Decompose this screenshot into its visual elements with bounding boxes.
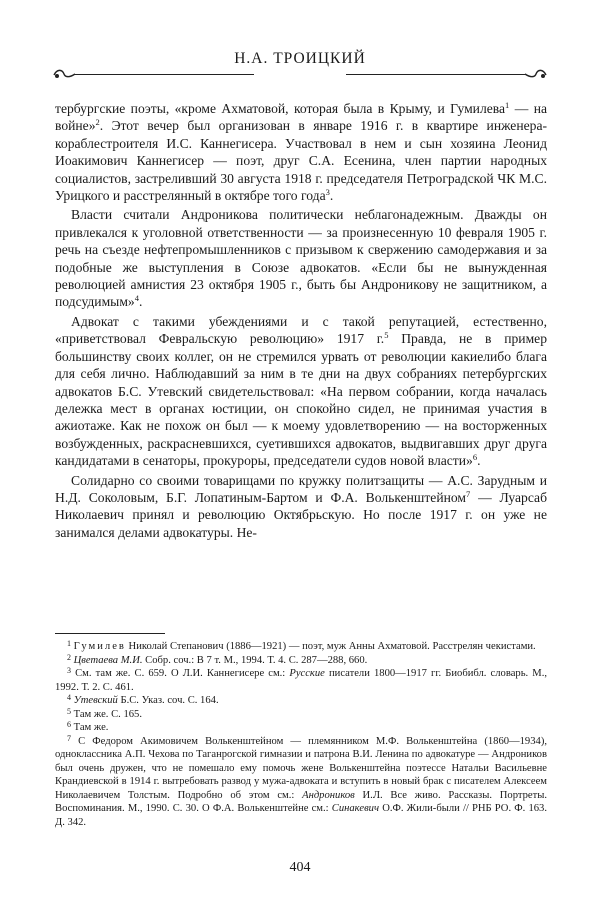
paragraph — [55, 472, 547, 542]
footnote-number: 6 — [67, 720, 71, 729]
text-run: О.Ф. Жили-были // РНБ РО. Ф. 163. Д. 342. — [55, 803, 547, 828]
page-number: 404 — [289, 860, 311, 875]
text-run: — Луарсаб Николаевич принял и революцию Октябрьскую. Но после 1917 г. он уже не занимался делами адвокатуры. Не- — [55, 489, 547, 540]
header-rule-left — [74, 74, 254, 75]
footnote-ref: 3 — [325, 187, 330, 198]
footnote-ref: 6 — [472, 452, 478, 463]
footnote — [55, 667, 547, 694]
paragraph — [55, 313, 547, 470]
text-run: Адвокат с такими убеждениями и с такой репутацией, естественно, «приветствовал Февральскую революцию» 1917 г. — [55, 313, 547, 347]
footnote-number: 2 — [67, 652, 71, 662]
text-run: Правда, не в пример большинству своих коллег, он не стремился урвать от революции какиелибо блага для себя лично. Наблюдавший за ним в те дни на двух собраниях петербургских адвокатов Б.С. Утевский свидетельствовал: «На первом собрании, когда началась дележка мест в органах юстиции, он спокойно сидел, не принимая участия в ажиотаже. Как не похож он был — к моему удовлетворению — на восторженных возбужденных, раскрасневшихся, суетившихся адвокатов, выдвигавших друг друга кандидатами в сенаторы, прокуроры, председатели судов новой власти» — [55, 331, 547, 469]
spaced-name: Гумилев — [73, 641, 126, 652]
italic-author: Андроников — [302, 789, 355, 801]
footnote-number: 1 — [67, 639, 71, 648]
footnote-ref: 7 — [466, 488, 471, 499]
paragraph — [55, 100, 547, 204]
footnote — [55, 721, 547, 735]
text-run: Николай Степанович (1886—1921) — поэт, муж Анны Ахматовой. Расстрелян чекистами. — [125, 641, 536, 652]
italic-author: Утевский — [73, 695, 118, 706]
text-run: См. там же. С. 659. О Л.И. Каннегисере см.: — [71, 668, 290, 679]
paragraph — [55, 206, 547, 310]
text-run: . — [477, 453, 481, 469]
text-run: тербургские поэты, «кроме Ахматовой, которая была в Крыму, и Гумилева — [55, 101, 506, 116]
main-text — [55, 100, 547, 541]
header-rule-right — [346, 74, 526, 75]
text-run: писатели 1800—1917 гг. Биобибл. словарь. М., 1992. Т. 2. С. 461. — [55, 668, 547, 693]
footnote — [55, 708, 547, 722]
text-run: . Этот вечер был организован в январе 1916 г. в квартире инженера-кораблестроителя И.С. Каннегисера. Участвовал в нем и сын хозяина Леонид Иоакимович Каннегисер — поэт, друг С.А. Есенина, член партии народных социалистов, застреливший 30 августа 1918 г. председателя Петроградской ЧК М.С. Урицкого и расстрелянный в октябре того года — [55, 118, 547, 204]
text-run: Там же. С. 165. — [71, 708, 142, 720]
text-run: С Федором Акимовичем Волькенштейном — племянником М.Ф. Волькенштейна (1860—1934), одноклассника А.П. Чехова по Таганрогской гимназии и патрона В.И. Ленина по адвокатуре — Андроников был очень дружен, что не помешало ему помочь жене Волькенштейна поэтессе Натальи Васильевне Крандиевской в 1914 г. вытребовать развод у мужа-адвоката и вступить в новый брак с писателем Алексеем Николаевичем Толстым. Подробно об этом см.: — [55, 735, 547, 801]
footnote-number: 7 — [67, 733, 71, 743]
text-run: Власти считали Андроникова политически неблагонадежным. Дважды он привлекался к уголовной ответственности — за произнесенную 10 февраля 1905 г. речь на съезде нефтепромышленников с призывом к свержению самодержавия и за подобные же выступления в Союзе адвокатов. «Если бы не вынужденная революцией амнистия 23 октября 1905 г., быть бы Андроникову не защитником, а подсудимым» — [55, 207, 547, 310]
footnote-ref: 2 — [95, 117, 100, 128]
footnote-ref: 1 — [505, 100, 510, 110]
text-run: — на войне» — [55, 101, 547, 134]
text-run: Солидарно со своими товарищами по кружку политзащиты — А.С. Зарудным и Н.Д. Соколовым, Б.Г. Лопатиным-Бартом и Ф.А. Волькенштейном — [55, 472, 547, 505]
running-head: Н.А. ТРОИЦКИЙ — [234, 50, 366, 67]
footnote — [55, 735, 547, 830]
italic-author: Синакевич — [331, 803, 380, 814]
footnote — [55, 640, 547, 654]
footnote-ref: 5 — [384, 330, 389, 341]
footnote-number: 4 — [67, 693, 71, 702]
ornament-right-icon — [524, 66, 548, 82]
text-run: . — [329, 188, 334, 204]
footnote-number: 5 — [67, 706, 71, 716]
ornament-left-icon — [52, 66, 76, 82]
footnote — [55, 694, 547, 708]
text-run: . — [138, 294, 143, 310]
text-run: Собр. соч.: В 7 т. М., 1994. Т. 4. С. 287—288, 660. — [142, 654, 368, 666]
footnote-ref: 4 — [134, 293, 139, 304]
footnote — [55, 654, 547, 668]
footnote-number: 3 — [67, 666, 71, 675]
italic-author: Русские — [289, 668, 325, 679]
italic-author: Цветаева М.И. — [73, 654, 143, 666]
text-run: И.Л. Все живо. Рассказы. Портреты. Воспоминания. М., 1990. С. 30. О Ф.А. Волькенштейне см.: — [55, 789, 548, 814]
page-header — [52, 44, 548, 84]
footnote-separator — [55, 633, 165, 634]
text-run: Там же. — [71, 722, 109, 733]
footnotes — [55, 640, 547, 829]
text-run: Б.С. Указ. соч. С. 164. — [117, 695, 219, 706]
